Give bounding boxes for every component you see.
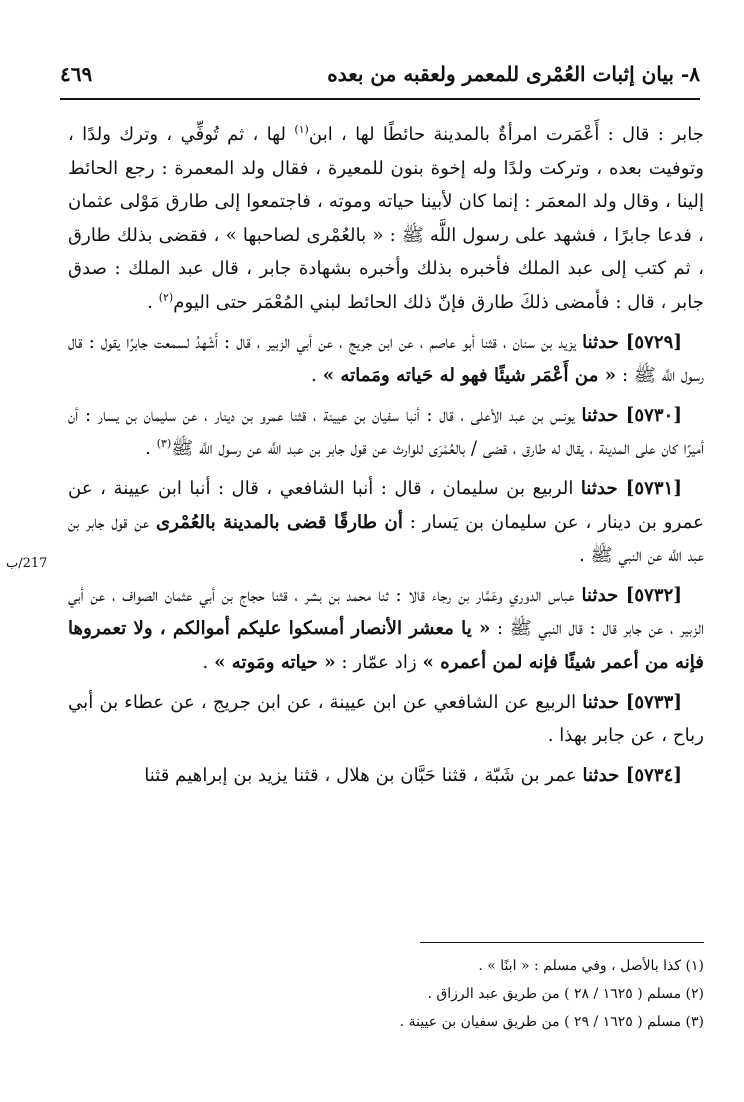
chapter-title: ٨- بيان إثبات العُمْرى للمعمر ولعقبه من بعده xyxy=(327,62,700,86)
footnote-1: (١) كذا بالأصل ، وفي مسلم : « ابنًا » . xyxy=(478,958,704,974)
footnote-ref-1: (١) xyxy=(294,122,309,136)
footnote-ref-3: (٣) xyxy=(156,437,172,451)
hadith-5732 xyxy=(68,579,704,680)
hadith-lead: حدثنا xyxy=(582,691,626,713)
hadith-text: عمر بن شَبّة ، قثنا حَبَّان بن هلال ، قثنا يزيد بن إبراهيم قثنا xyxy=(144,764,583,786)
hadith-text: يونس بن عبد الأعلى ، قال : أنبا سفيان بن عيينة ، قثنا عمرو بن دينار ، عن سليمان بن يسار : أن أميرًا كان على المدينة ، يقال له طارق ، قضى / بالعُمْرَى للوارث عن قول جابر بن عبد اللَّه عن رسول اللَّه ﷺ xyxy=(68,404,704,460)
hadith-5729 xyxy=(68,326,704,393)
hadith-5734 xyxy=(68,759,704,793)
footnotes xyxy=(68,952,704,1036)
running-header xyxy=(60,62,700,96)
hadith-matn-addition: « حياته ومَوته » xyxy=(214,651,336,673)
hadith-text: الربيع عن الشافعي عن ابن عيينة ، عن ابن جريج ، عن عطاء بن أبي رباح ، عن جابر بهذا . xyxy=(68,691,704,747)
hadith-number: [٥٧٣٠] xyxy=(625,404,682,426)
hadith-lead: حدثنا xyxy=(582,331,626,353)
footnote-2: (٢) مسلم ( ١٦٢٥ / ٢٨ ) من طريق عبد الرزاق . xyxy=(427,986,704,1002)
hadith-5730 xyxy=(68,399,704,466)
footnote-ref-2: (٢) xyxy=(158,290,174,304)
hadith-end: . xyxy=(202,651,215,673)
hadith-addition: زاد عمّار : xyxy=(335,651,423,673)
hadith-lead: حدثنا xyxy=(582,764,626,786)
header-divider xyxy=(60,98,700,100)
hadith-end: . xyxy=(311,365,323,387)
hadith-text: يزيد بن سنان ، قثنا أبو عاصم ، عن ابن جريج ، عن أبي الزبير ، قال : أَشْهدُ لسمعت جابرًا يقول : قال رسول اللَّه ﷺ : xyxy=(68,331,704,387)
hadith-number: [٥٧٣٢] xyxy=(625,584,682,606)
hadith-matn: أن طارقًا قضى بالمدينة بالعُمْرى xyxy=(155,511,403,533)
hadith-matn: « من أَعْمَر شيئًا فهو له حَياته ومَماته » xyxy=(322,365,617,387)
hadith-number: [٥٧٣١] xyxy=(625,477,683,499)
hadith-matn: « يا معشر الأنصار أمسكوا عليكم أموالكم ، ولا تعمروها فإنه من أعمر شيئًا فإنه لمن أعمره » xyxy=(68,618,704,673)
footnote-3: (٣) مسلم ( ١٦٢٥ / ٢٩ ) من طريق سفيان بن عيينة . xyxy=(399,1014,704,1030)
intro-text-2: لها ، ثم تُوفِّي ، وترك ولدًا ، وتوفيت بعده ، وتركت ولدًا وله إخوة بنون للمعيرة ، فقال ولد المعمرة : رجع الحائط إلينا ، وقال ولد المعمَر : إنما كان لأبينا حياته وموته ، فاجتمعوا إلى طارق مَوْلى عثمان ، فدعا جابرًا ، فشهد على رسول اللَّه ﷺ : « بالعُمْرى لصاحبها » ، فقضى بذلك طارق ، ثم كتب إلى عبد الملك فأخبره بذلك وأخبره بشهادة جابر ، قال عبد الملك : صدق جابر ، قال : فأمضى ذلكَ طارق فإنّ ذلك الحائط لبني المُعْمَر حتى اليوم xyxy=(68,124,704,313)
intro-text-3: . xyxy=(147,291,159,313)
page-number: ٤٦٩ xyxy=(60,62,93,86)
hadith-5733 xyxy=(68,686,704,753)
hadith-number: [٥٧٣٤] xyxy=(625,764,682,786)
hadith-number: [٥٧٣٣] xyxy=(625,691,682,713)
intro-paragraph xyxy=(68,118,704,320)
hadith-end: . xyxy=(145,438,157,460)
manuscript-folio-note: 217/ب xyxy=(6,556,48,571)
hadith-number: [٥٧٢٩] xyxy=(625,331,682,353)
hadith-lead: حدثنا xyxy=(580,477,626,499)
hadith-text: الربيع بن سليمان ، قال : أنبا الشافعي ، قال : أنبا ابن عيينة ، عن عمرو بن دينار ، عن سليمان بن يَسار : xyxy=(68,477,704,533)
intro-text-1: جابر : قال : أَعْمَرت امرأةٌ بالمدينة حائطًا لها ، ابن xyxy=(308,124,704,145)
hadith-5731 xyxy=(68,472,704,573)
main-text xyxy=(68,118,704,792)
hadith-text: عباس الدوري وعَمَّار بن رجاء قالا : ثنا محمد بن بشر ، قثنا حجاج بن أبي عثمان الصواف ، عن أبي الزبير ، عن جابر قال : قال النبي ﷺ : xyxy=(68,584,704,640)
hadith-lead: حدثنا xyxy=(581,404,626,426)
hadith-end: عن قول جابر بن عبد اللَّه عن النبي ﷺ . xyxy=(68,511,704,567)
hadith-lead: حدثنا xyxy=(581,584,626,606)
footnote-divider xyxy=(420,942,704,943)
